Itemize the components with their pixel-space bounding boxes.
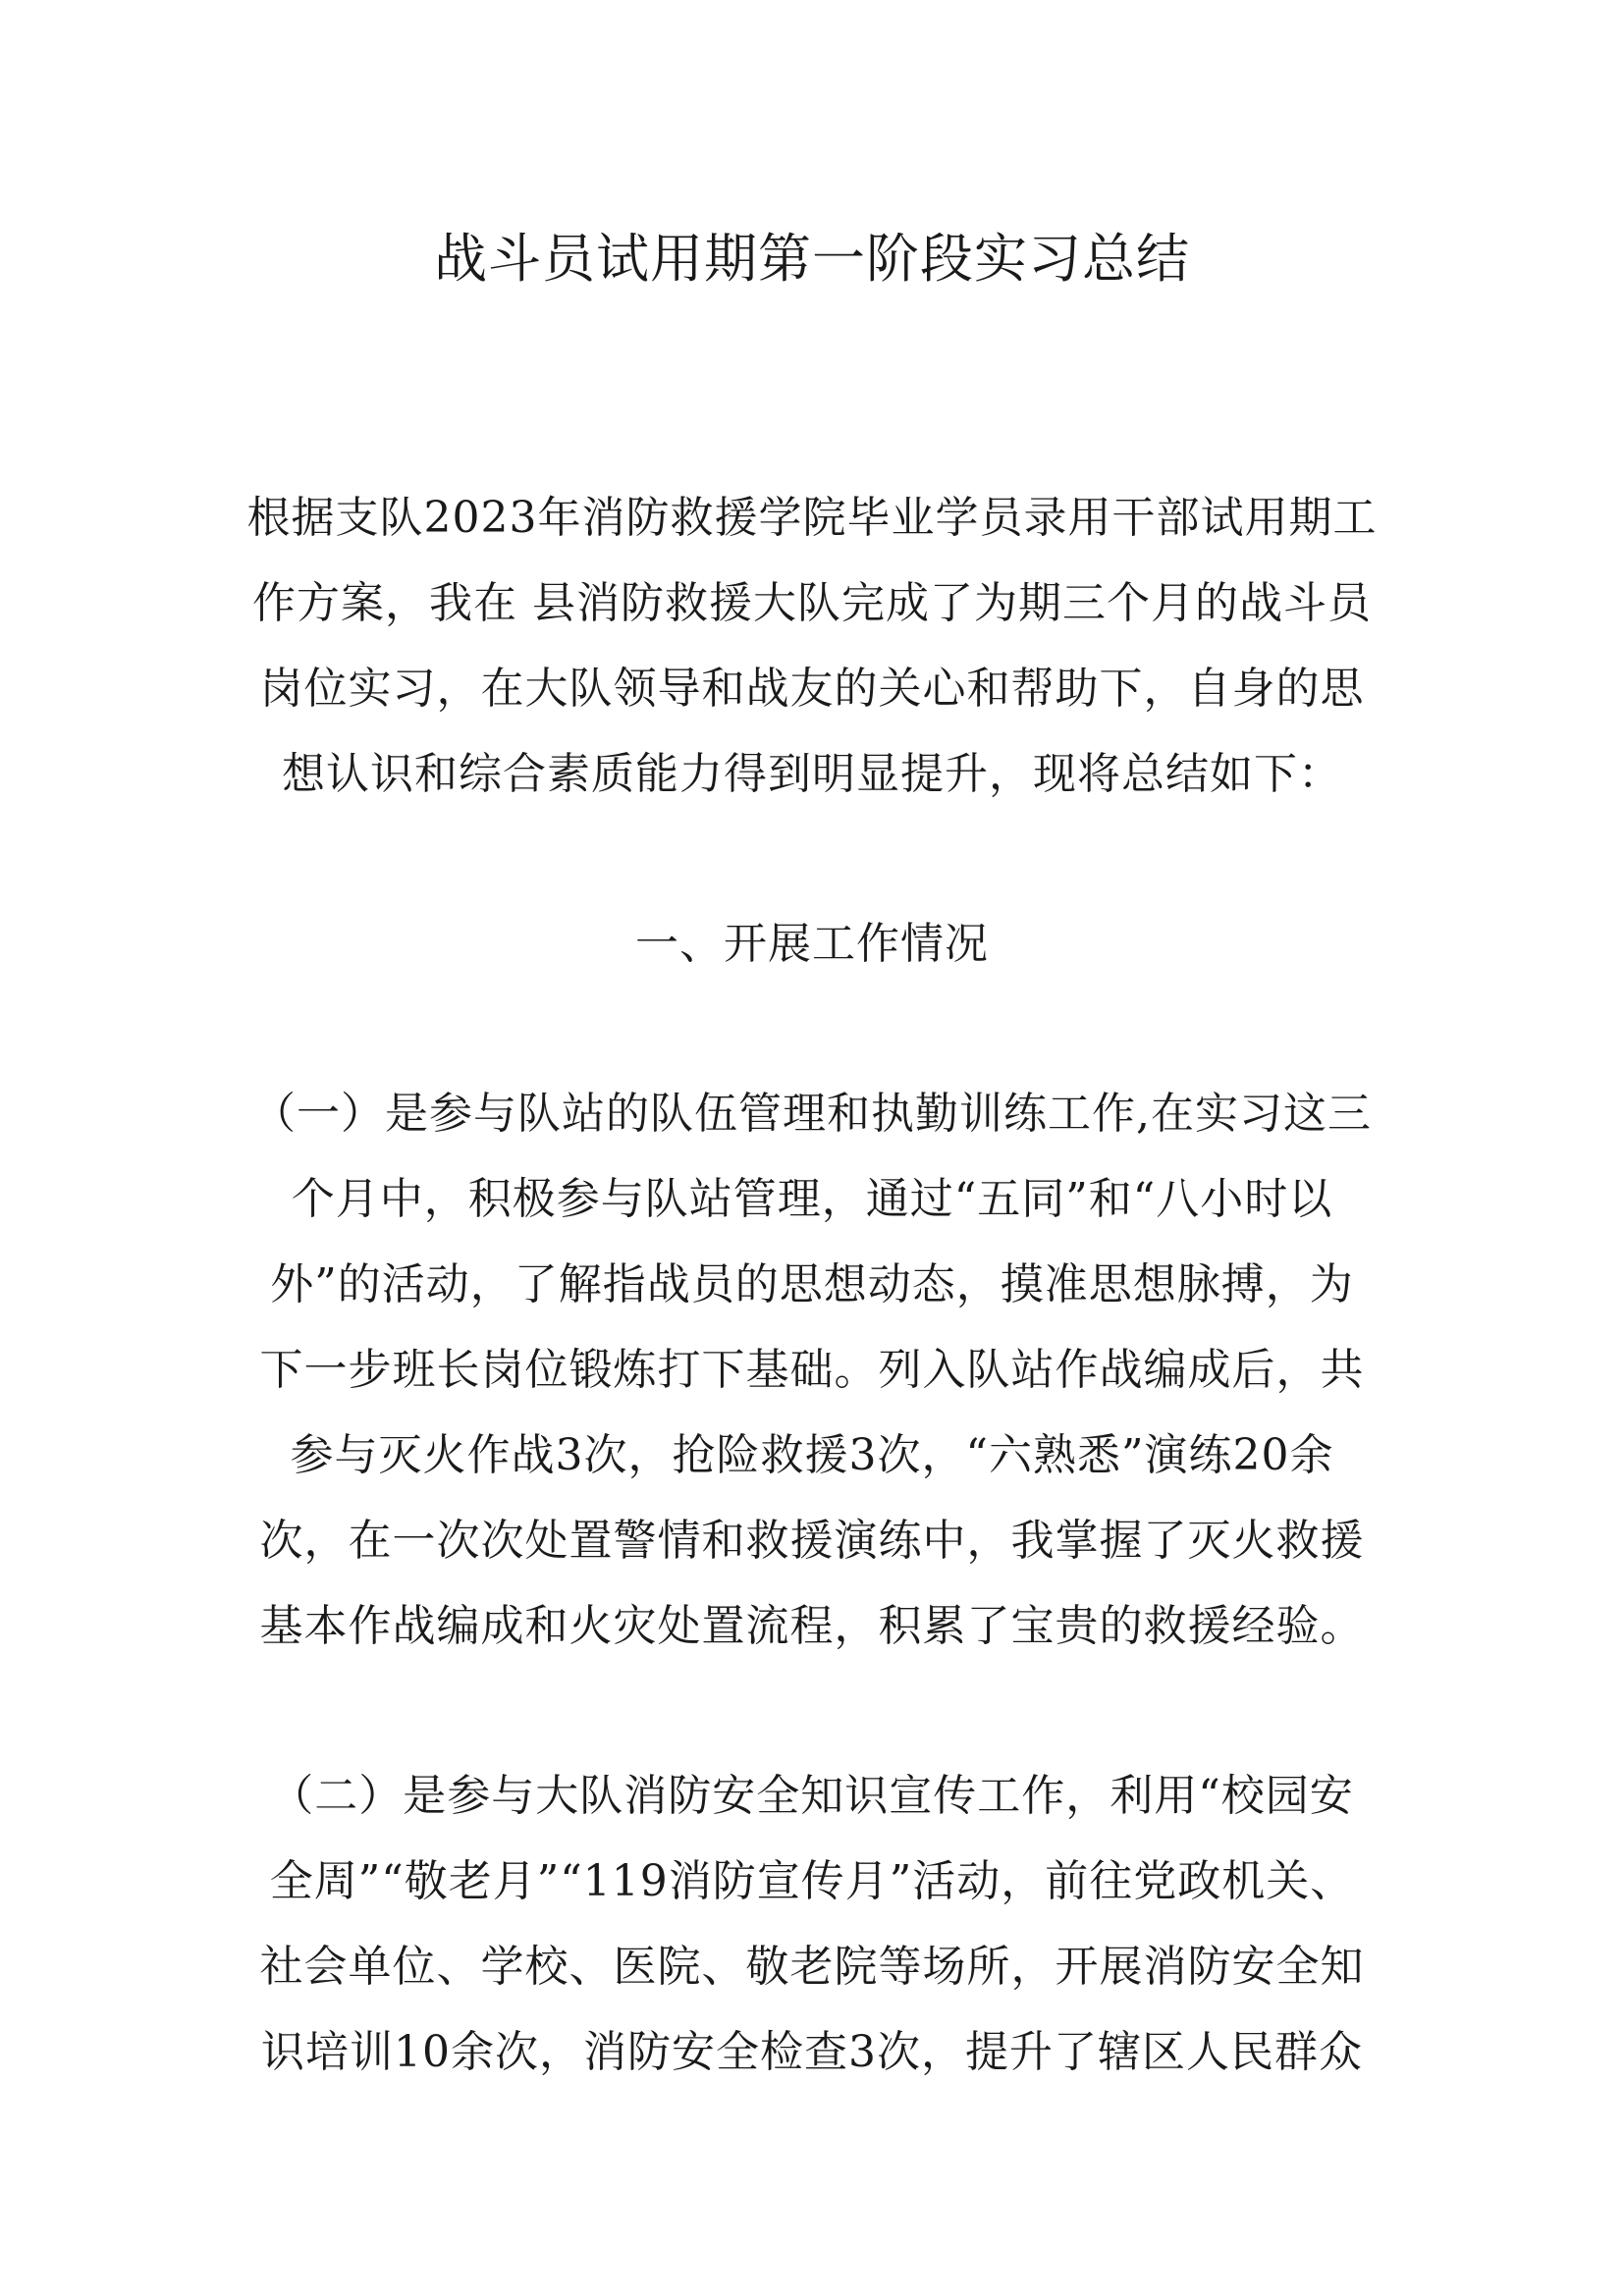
para1-line-1: （一）是参与队站的队伍管理和执勤训练工作,在实习这三 [252,1089,1372,1139]
para1-line-6: 次，在一次次处置警情和救援演练中，我掌握了灭火救援 [259,1516,1365,1566]
para2-line-3: 社会单位、学校、医院、敬老院等场所，开展消防安全知 [259,1942,1365,1992]
para1-line-7: 基本作战编成和火灾处置流程，积累了宝贵的救援经验。 [259,1601,1365,1651]
para2-line-1: （二）是参与大队消防安全知识宣传工作，利用“校园安 [270,1771,1354,1821]
intro-line-4: 想认识和综合素质能力得到明显提升，现将总结如下： [282,749,1342,799]
para1-line-3: 外”的活动，了解指战员的思想动态，摸准思想脉搏，为 [270,1259,1354,1309]
document-title: 战斗员试用期第一阶段实习总结 [434,228,1190,290]
para1-line-2: 个月中，积极参与队站管理，通过“五同”和“八小时以 [291,1174,1333,1224]
para2-line-2: 全周”“敬老月”“119消防宣传月”活动，前往党政机关、 [269,1856,1355,1906]
para1-line-5: 参与灭火作战3次，抢险救援3次，“六熟悉”演练20余 [290,1430,1334,1480]
intro-line-2: 作方案，我在 县消防救援大队完成了为期三个月的战斗员 [252,578,1372,628]
para1-line-4: 下一步班长岗位锻炼打下基础。列入队站作战编成后，共 [259,1345,1365,1395]
para2-line-4: 识培训10余次，消防安全检查3次，提升了辖区人民群众 [261,2027,1363,2077]
section-heading-1: 一、开展工作情况 [635,919,989,969]
intro-line-3: 岗位实习，在大队领导和战友的关心和帮助下，自身的思 [259,664,1365,714]
intro-line-1: 根据支队2023年消防救援学院毕业学员录用干部试用期工 [246,493,1378,543]
